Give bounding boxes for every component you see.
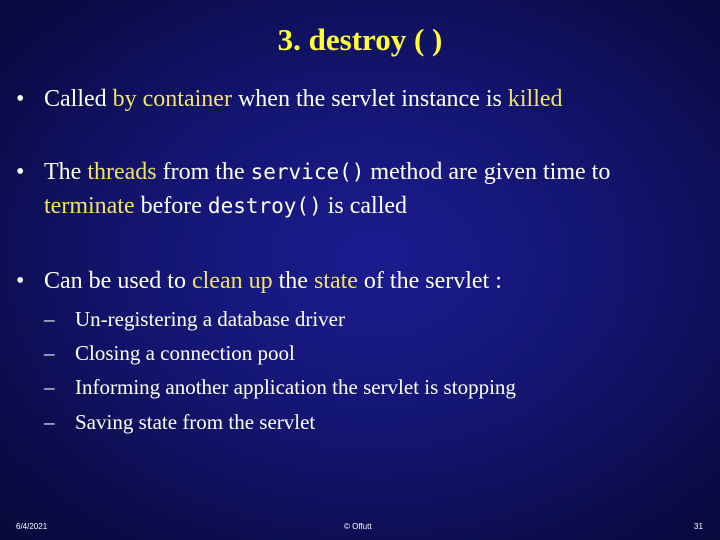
text-run: Can be used to xyxy=(44,268,192,294)
text-run: of the servlet : xyxy=(357,268,502,294)
highlight-run: terminate xyxy=(44,193,135,219)
dash-glyph: – xyxy=(44,375,55,399)
sub-item-text: Un-registering a database driver xyxy=(75,307,345,331)
footer-copyright: © Offutt xyxy=(344,522,372,531)
sub-item-text: Informing another application the servlet is stopping xyxy=(75,375,516,399)
text-run: the xyxy=(272,268,314,294)
highlight-run: state xyxy=(313,268,358,294)
highlight-run: by container xyxy=(112,86,232,112)
dash-glyph: – xyxy=(44,307,55,331)
dash-glyph: – xyxy=(44,410,55,434)
bullet-1-text xyxy=(44,82,706,116)
text-run: The xyxy=(44,159,88,185)
bullet-dot: • xyxy=(16,159,25,185)
sub-item-text: Saving state from the servlet xyxy=(75,410,316,434)
bullet-1 xyxy=(16,82,706,116)
sub-item xyxy=(44,336,684,370)
footer-page-number: 31 xyxy=(694,522,703,531)
text-run: method are given time to xyxy=(364,159,611,185)
bullet-2-text xyxy=(44,155,706,223)
highlight-run: killed xyxy=(507,86,563,112)
highlight-run: threads xyxy=(87,159,157,185)
sub-item xyxy=(44,405,684,439)
bullet-3 xyxy=(16,264,706,298)
bullet-2 xyxy=(16,155,706,223)
code-run: destroy() xyxy=(207,194,322,218)
sub-item-text: Closing a connection pool xyxy=(75,341,295,365)
bullet-3-text xyxy=(44,264,706,298)
sub-item xyxy=(44,302,684,336)
text-run: from the xyxy=(156,159,251,185)
bullet-dot: • xyxy=(16,86,25,112)
bullet-dot: • xyxy=(16,268,25,294)
highlight-run: clean up xyxy=(191,268,273,294)
text-run: before xyxy=(134,193,208,219)
sub-item xyxy=(44,370,684,404)
slide-title: 3. destroy ( ) xyxy=(277,22,443,57)
footer-date: 6/4/2021 xyxy=(16,522,48,531)
code-run: service() xyxy=(250,160,365,184)
text-run: when the servlet instance is xyxy=(231,86,508,112)
text-run: Called xyxy=(44,86,113,112)
text-run: is called xyxy=(321,193,408,219)
dash-glyph: – xyxy=(44,341,55,365)
